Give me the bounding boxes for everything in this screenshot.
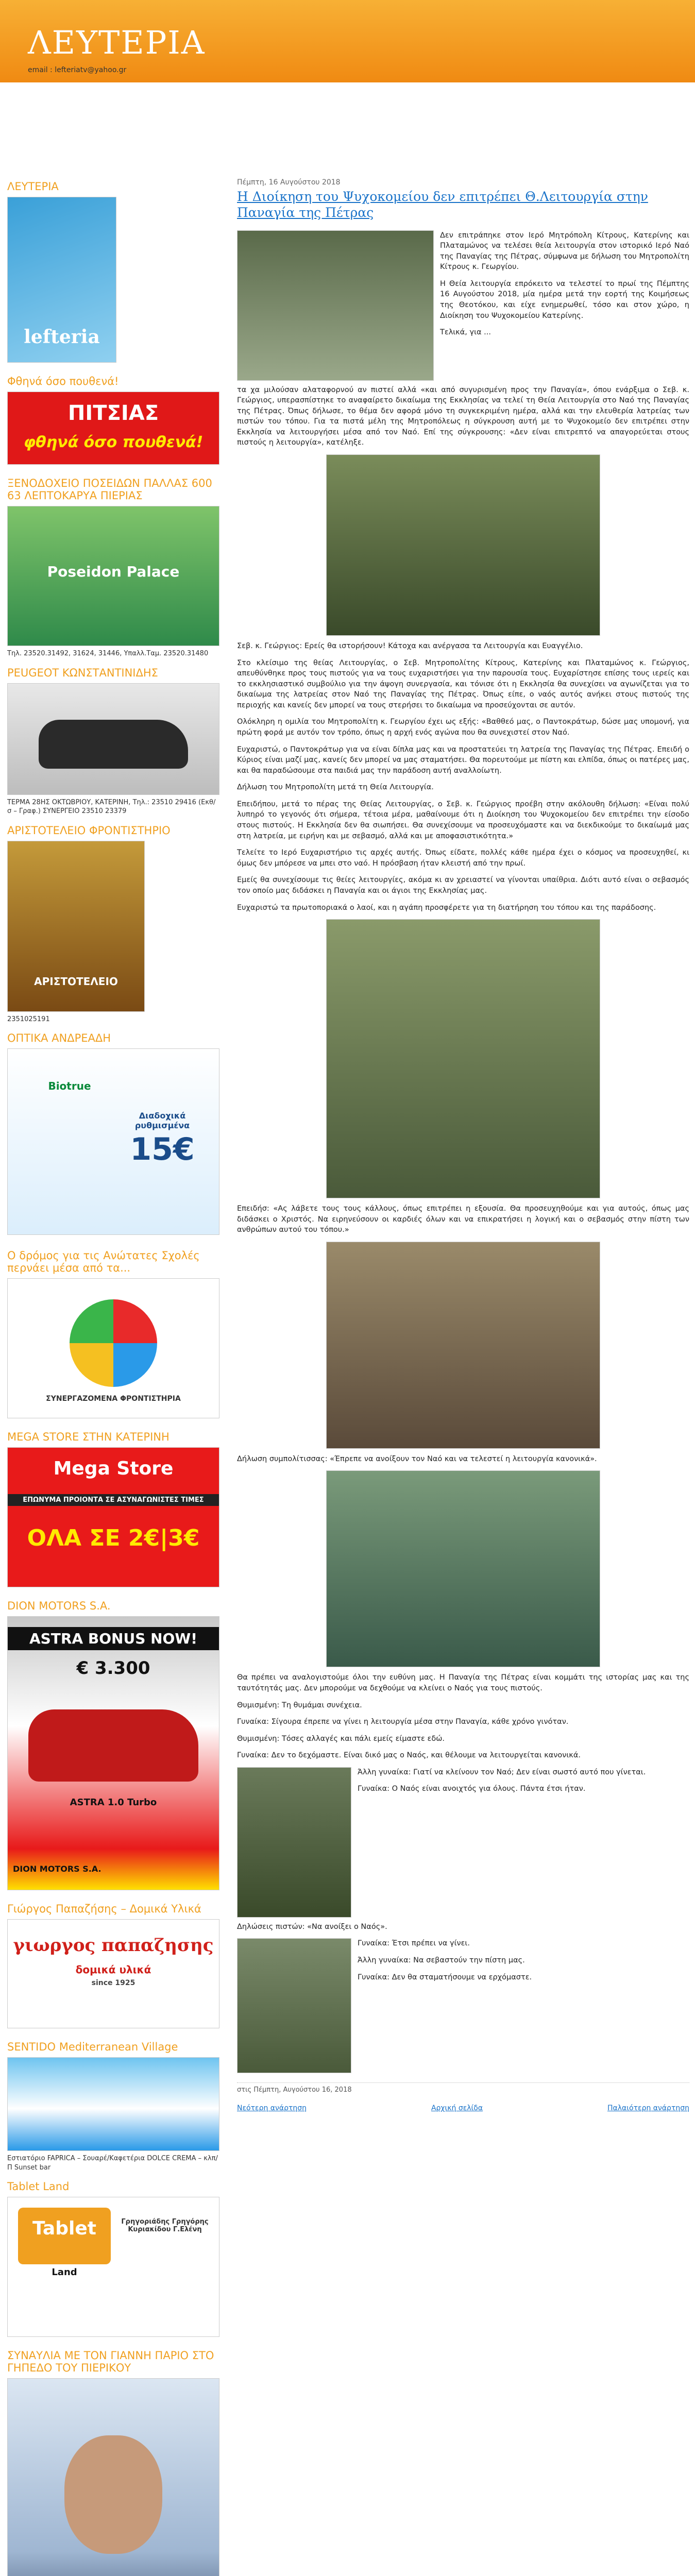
widget-title: ΞΕΝΟΔΟΧΕΙΟ ΠΟΣΕΙΔΩΝ ΠΑΛΛΑΣ 600 63 ΛΕΠΤΟΚΑΡΥΑ ΠΙΕΡΙΑΣ bbox=[7, 477, 212, 502]
blog-pager bbox=[237, 2104, 689, 2112]
widget-title: DION MOTORS S.A. bbox=[7, 1600, 111, 1613]
hotel-caption: Τηλ. 23520.31492, 31624, 31446, Υπαλλ.Ταμ. 23520.31480 bbox=[7, 650, 209, 657]
post-title[interactable]: Η Διοίκηση του Ψυχοκομείου δεν επιτρέπει Θ.Λειτουργία στην Παναγία της Πέτρας bbox=[237, 189, 648, 221]
peugeot-car-image[interactable] bbox=[7, 683, 219, 795]
widget-title: Γιώργος Παπαζήσης – Δομικά Υλικά bbox=[7, 1903, 201, 1916]
megastore-brand: Mega Store bbox=[53, 1458, 174, 1480]
post-paragraph: Η Θεία λειτουργία επρόκειτο να τελεστεί το πρωί της Πέμπτης 16 Αυγούστου 2018, μία ημέρα μετά την εορτή της Κοιμήσεως της Θεοτόκου, και είχε ενημερωθεί, τόσο και στον χώρο, η Διοίκηση του Ψυχοκομείου Κατερίνης. bbox=[440, 279, 689, 320]
post-date: Πέμπτη, 16 Αυγούστου 2018 bbox=[237, 178, 341, 187]
hotel-image[interactable] bbox=[7, 506, 219, 646]
aristoteleio-caption: 2351025191 bbox=[7, 1015, 50, 1023]
post-photo-woman-2 bbox=[237, 1938, 351, 2073]
megastore-image[interactable] bbox=[7, 1447, 219, 1587]
megastore-line: ΕΠΩΝΥΜΑ ΠΡΟΙΟΝΤΑ ΣΕ ΑΣΥΝΑΓΩΝΙΣΤΕΣ ΤΙΜΕΣ bbox=[8, 1494, 219, 1506]
tablet-logo: Tablet bbox=[18, 2208, 111, 2264]
banner-bottom-text: φθηνά όσο πουθενά! bbox=[23, 433, 204, 451]
widget-title: Tablet Land bbox=[7, 2180, 70, 2193]
widget-title: Ο δρόμος για τις Ανώτατες Σχολές περνάει μέσα από τα... bbox=[7, 1249, 200, 1275]
post-paragraph: Άλλη γυναίκα: Γιατί να κλείνουν τον Ναό; Δεν είναι σωστό αυτό που γίνεται. bbox=[358, 1768, 646, 1776]
post-paragraph: Ευχαριστώ, ο Παντοκράτωρ για να είναι δίπλα μας και να προστατεύει τη λατρεία της Παναγίας της Πέτρας. Επειδή ο Κύριος είναι μαζί μας, κανείς δεν μπορεί να μας σταματήσει. Θα πορευτούμε με πίστη και ελπίδα, όπως οι πατέρες μας, και θα παραδώσουμε στα παιδιά μας την παράδοση αυτή αναλλοίωτη. bbox=[237, 745, 689, 775]
post-paragraph: Δεν επιτράπηκε στον Ιερό Μητρόπολη Κίτρους, Κατερίνης και Πλαταμώνος να τελέσει θεία λειτουργία στον ιστορικό Ιερό Ναό της Παναγίας της Πέτρας, σύμφωνα με δήλωση του Μητροπολίτη Κίτρους κ. Γεωργίου. bbox=[440, 231, 689, 272]
dion-model: ASTRA 1.0 Turbo bbox=[70, 1797, 157, 1808]
banner-top-text: ΠΙΤΣΙΑΣ bbox=[67, 401, 159, 425]
post-paragraph: Εμείς θα συνεχίσουμε τις θείες λειτουργίες, ακόμα κι αν χρειαστεί να γίνονται υπαίθρια. Διότι αυτό είναι ο σεβασμός τον οποίο μας διδάσκει η Παναγία και οι άγιοι της Εκκλησίας μας. bbox=[237, 876, 689, 895]
dion-motors-image[interactable] bbox=[7, 1616, 219, 1890]
post-paragraph: Ολόκληρη η ομιλία του Μητροπολίτη κ. Γεωργίου έχει ως εξής: «Βαθθεό μας, ο Παντοκράτωρ, δώσε μας υπομονή, για πρώτη φορά με αυτόν τον τρόπο, όπως η αρχή ενός αγώνα που θα συνεχιστεί στον Ναό. bbox=[237, 718, 689, 737]
sentido-caption: Εστιατόριο FAPRICA – Σουαρέ/Καφετέρια DOLCE CREMA – κλπ/Π Sunset bar bbox=[7, 2155, 218, 2172]
post-photo-liturgy bbox=[326, 919, 600, 1198]
post-paragraph: Στο κλείσιμο της θείας Λειτουργίας, ο Σεβ. Μητροπολίτης Κίτρους, Κατερίνης και Πλαταμώνος κ. Γεώργιος, απευθύνθηκε προς τους πιστούς για να τους ευχαριστήσει για την παρουσία τους. Ευχαρίστησε επίσης τους ιερείς και το εκκλησιαστικό συμβούλιο για την άψογη συνεργασία, και τόνισε ότι η Εκκλησία θα συνεχίσει να αγωνίζεται για το δικαίωμα της λατρείας στον Ναό της Παναγίας της Πέτρας. Όπως είπε, ο ναός αυτός ανήκει στους πιστούς της περιοχής και κανείς δεν μπορεί να τους στερήσει το δικαίωμα να προσεύχονται σε αυτόν. bbox=[237, 658, 689, 709]
dion-dealer: DION MOTORS S.A. bbox=[13, 1864, 101, 1874]
peugeot-caption: ΤΕΡΜΑ 28ΗΣ ΟΚΤΩΒΡΙΟΥ, ΚΑΤΕΡΙΝΗ, Τηλ.: 23510 29416 (Εκθ/σ – Γραφ.) ΣΥΝΕΡΓΕΙΟ 23510 23379 bbox=[7, 798, 216, 816]
tablet-sub: Land bbox=[52, 2267, 77, 2278]
post-paragraph: Ευχαριστώ τα πρωτοποριακά ο λαοί, και η αγάπη προσφέρετε για τη διατήρηση του τόπου και της παράδοσης. bbox=[237, 903, 656, 912]
post-paragraph: Τελικά, για ... bbox=[440, 328, 491, 337]
post-paragraph: Γυναίκα: Ο Ναός είναι ανοιχτός για όλους. Πάντα έτσι ήταν. bbox=[358, 1785, 586, 1793]
sidebar bbox=[7, 175, 218, 2576]
aristoteleio-image[interactable] bbox=[7, 841, 145, 1012]
post bbox=[237, 175, 689, 2112]
post-paragraph: Γυναίκα: Έτσι πρέπει να γίνει. bbox=[358, 1939, 470, 1948]
papazisis-sub: δομικά υλικά bbox=[75, 1963, 151, 1976]
dion-price: € 3.300 bbox=[76, 1658, 150, 1679]
frontistiria-image-text: ΣΥΝΕΡΓΑΖΟΜΕΝΑ ΦΡΟΝΤΙΣΤΗΡΙΑ bbox=[46, 1395, 181, 1403]
post-paragraph: Θυμισμένη: Τη θυμάμαι συνέχεια. bbox=[237, 1701, 362, 1709]
older-post-link[interactable]: Παλαιότερη ανάρτηση bbox=[607, 2104, 689, 2113]
logo-text: lefteria bbox=[24, 326, 100, 348]
post-paragraph: Θυμισμένη: Τόσες αλλαγές και πάλι εμείς είμαστε εδώ. bbox=[237, 1734, 445, 1743]
optika-top-text: Διαδοχικά ρυθμισμένα bbox=[134, 1111, 190, 1131]
papazisis-image[interactable] bbox=[7, 1919, 219, 2028]
papazisis-since: since 1925 bbox=[91, 1979, 135, 1988]
post-paragraph: Δηλώσεις πιστών: «Να ανοίξει ο Ναός». bbox=[237, 1922, 387, 1931]
megastore-price: ΟΛΑ ΣΕ 2€|3€ bbox=[27, 1525, 200, 1552]
newer-post-link[interactable]: Νεότερη ανάρτηση bbox=[237, 2104, 307, 2113]
tabletland-image[interactable] bbox=[7, 2197, 219, 2337]
aristoteleio-image-text: ΑΡΙΣΤΟΤΕΛΕΙΟ bbox=[34, 975, 118, 988]
dion-bonus: ASTRA BONUS NOW! bbox=[8, 1627, 219, 1650]
post-paragraph: Γυναίκα: Σίγουρα έπρεπε να γίνει η λειτουργία μέσα στην Παναγία, κάθε χρόνο γινόταν. bbox=[237, 1718, 569, 1726]
post-paragraph: Γυναίκα: Δεν το δεχόμαστε. Είναι δικό μας ο Ναός, και θέλουμε να λειτουργείται κανονικά. bbox=[237, 1751, 581, 1760]
widget-title: SENTIDO Mediterranean Village bbox=[7, 2041, 178, 2054]
post-paragraph: Επειδήπου, μετά το πέρας της Θείας Λειτουργίας, ο Σεβ. κ. Γεώργιος προέβη στην ακόλουθη δήλωση: «Είναι πολύ λυπηρό το γεγονός ότι σήμερα, τέτοια μέρα, μαθαίνουμε ότι η Διοίκηση του Ψυχοκομείου δεν επιτρέπει την είσοδο στους πιστούς. Η Εκκλησία δεν θα σιωπήσει. Θα συνεχίσουμε να προσευχόμαστε και να διεκδικούμε το δικαίωμά μας στη λατρεία, με ειρήνη και με σεβασμό, αλλά και με αποφασιστικότητα.» bbox=[237, 800, 689, 840]
post-paragraph: Θα πρέπει να αναλογιστούμε όλοι την ευθύνη μας. Η Παναγία της Πέτρας είναι κομμάτι της ιστορίας μας και της ταυτότητάς μας. Δεν μπορούμε να δεχθούμε να κλείνει ο Ναός για τους πιστούς. bbox=[237, 1673, 689, 1692]
post-photo-crowd bbox=[326, 454, 600, 636]
widget-title: PEUGEOT ΚΩΝΣΤΑΝΤΙΝΙΔΗΣ bbox=[7, 666, 158, 679]
post-paragraph: Τελείτε το Ιερό Ευχαριστήριο τις αρχές αυτής. Όπως είδατε, πολλές κάθε ημέρα έχει ο κόσμος να προσευχηθεί, κι όμως δεν μπόρεσε να μπει στο ναό. Η πρόσβαση ήταν κλειστή από την πρωί. bbox=[237, 849, 689, 868]
papazisis-name: γιωργος παπαζησης bbox=[13, 1935, 214, 1956]
home-link[interactable]: Αρχική σελίδα bbox=[431, 2104, 483, 2113]
widget-title: ΟΠΤΙΚΑ ΑΝΔΡΕΑΔΗ bbox=[7, 1032, 111, 1045]
lefteria-logo-image[interactable] bbox=[7, 197, 116, 363]
widget-title: ΛΕΥΤΕΡΙΑ bbox=[7, 180, 59, 193]
widget-title: ΣΥΝΑΥΛΙΑ ΜΕ ΤΟΝ ΓΙΑΝΝΗ ΠΑΡΙΟ ΣΤΟ ΓΗΠΕΔΟ ΤΟΥ ΠΙΕΡΙΚΟΥ bbox=[7, 2349, 214, 2375]
pitsias-banner[interactable] bbox=[7, 392, 219, 465]
blog-title[interactable]: ΛΕΥΤΕΡΙΑ bbox=[28, 24, 206, 61]
blog-email: email : lefteriatv@yahoo.gr bbox=[28, 66, 127, 74]
tablet-people: Γρηγοριάδης Γρηγόρης Κυριακίδου Γ.Ελένη bbox=[121, 2218, 209, 2234]
post-paragraph: τα χα μιλούσαν αλαταφορνού αν πιστεί αλλά «και από συγυρισμένη προς την Παναγία», όπου ενάρξιμα ο Σεβ. κ. Γεώργιος, υπερασπίστηκε το αναφαίρετο δικαίωμα της Εκκλησίας να τελεί τη Θεία Λειτουργία στο Ναό της Παναγίας της Πέτρας. Όπως δήλωσε, το θέμα δεν αφορά μόνο τη συγκεκριμένη ημέρα, αλλά και την ελευθερία λατρείας των πιστών του τόπου. Για τα πιστά μέλη της Μητροπόλεως η σύγκρουση αυτή με το Ψυχοκομείο δεν επιτρέπει στην Εκκλησία να λειτουργήσει μέσα από τον Ναό. Επί της σύγκρουσης: «Δεν είναι επιτρεπτό να απαγορεύεται στους πιστούς η λειτουργία», κατέληξε. bbox=[237, 385, 689, 447]
optika-price: 15€ bbox=[130, 1131, 195, 1168]
post-paragraph: Επειδήσ: «Ας λάβετε τους τους κάλλους, όπως επιτρέπει η εξουσία. Θα προσευχηθούμε και για αυτούς, όπως μας διδάσκει ο Χριστός. Να ειρηνεύσουν οι καρδιές όλων και να επικρατήσει η λογική και ο σεβασμός στην πίστη των ανθρώπων αυτού του τόπου.» bbox=[237, 1205, 689, 1234]
post-photo-people bbox=[326, 1242, 600, 1449]
parios-concert-image[interactable] bbox=[7, 2378, 219, 2576]
frontistiria-image[interactable] bbox=[7, 1278, 219, 1418]
post-paragraph: Σεβ. κ. Γεώργιος: Ερείς θα ιστορήσουν! Κάτοχα και ανέργασα τα Λειτουργία και Ευαγγέλιο. bbox=[237, 641, 583, 650]
sentido-image[interactable] bbox=[7, 2057, 219, 2151]
post-footer[interactable]: στις Πέμπτη, Αυγούστου 16, 2018 bbox=[237, 2082, 689, 2094]
optika-image[interactable] bbox=[7, 1048, 219, 1235]
widget-title: Φθηνά όσο πουθενά! bbox=[7, 375, 119, 387]
post-paragraph: Γυναίκα: Δεν θα σταματήσουμε να ερχόμαστε. bbox=[358, 1973, 532, 1981]
post-paragraph: Δήλωση του Μητροπολίτη μετά τη Θεία Λειτουργία. bbox=[237, 783, 434, 792]
post-paragraph: Άλλη γυναίκα: Να σεβαστούν την πίστη μας. bbox=[358, 1956, 525, 1965]
hotel-image-text: Poseidon Palace bbox=[47, 563, 180, 580]
post-photo-yard bbox=[326, 1470, 600, 1667]
post-photo-woman-1 bbox=[237, 1767, 351, 1918]
blog-header bbox=[0, 0, 695, 82]
widget-title: ΑΡΙΣΤΟΤΕΛΕΙΟ ΦΡΟΝΤΙΣΤΗΡΙΟ bbox=[7, 824, 171, 837]
widget-title: MEGA STORE ΣΤΗΝ ΚΑΤΕΡΙΝΗ bbox=[7, 1431, 169, 1444]
post-paragraph: Δήλωση συμπολίτισσας: «Έπρεπε να ανοίξουν τον Ναό και να τελεστεί η λειτουργία κανονικά». bbox=[237, 1454, 597, 1463]
optika-brand: Biotrue bbox=[48, 1080, 91, 1093]
post-image-metropolitan bbox=[237, 230, 434, 381]
